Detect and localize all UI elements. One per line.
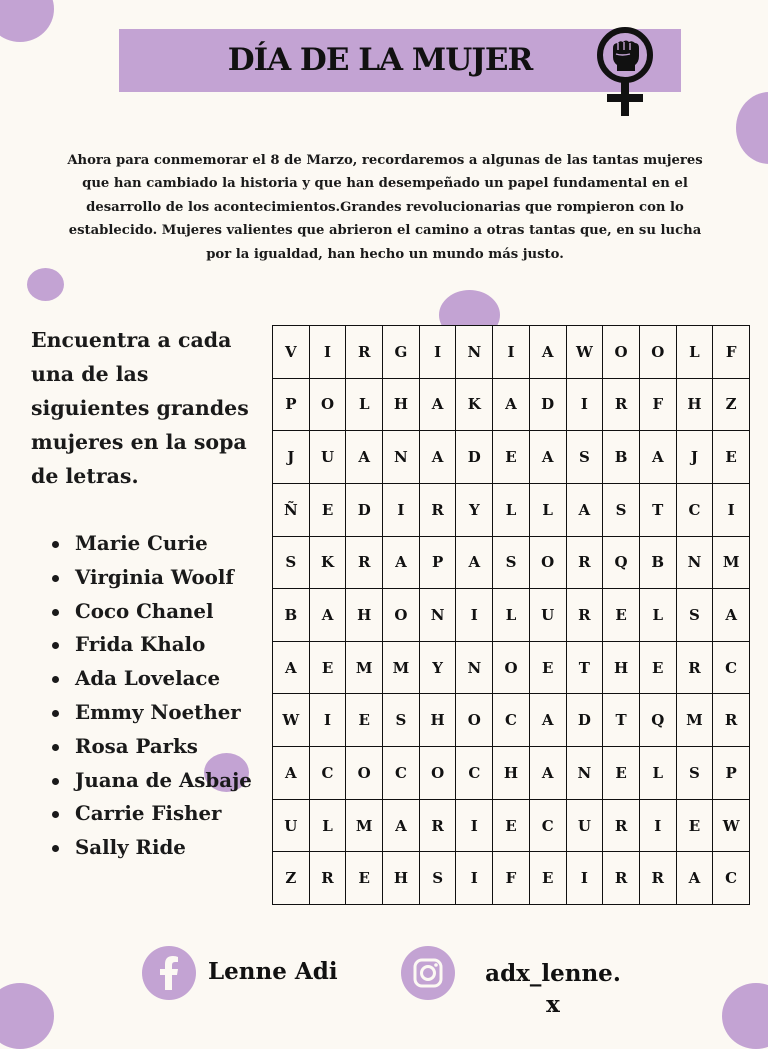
grid-cell[interactable]: A bbox=[383, 800, 420, 853]
grid-cell[interactable]: V bbox=[273, 326, 310, 379]
decorative-blob-left bbox=[27, 268, 64, 301]
grid-cell[interactable]: I bbox=[456, 800, 493, 853]
grid-cell[interactable]: Z bbox=[273, 852, 310, 905]
grid-cell[interactable]: S bbox=[567, 431, 604, 484]
grid-cell[interactable]: E bbox=[603, 589, 640, 642]
grid-cell[interactable]: H bbox=[383, 379, 420, 432]
grid-cell[interactable]: Z bbox=[713, 379, 750, 432]
grid-cell[interactable]: E bbox=[346, 852, 383, 905]
grid-cell[interactable]: S bbox=[603, 484, 640, 537]
instagram-handle: adx_lenne. x bbox=[485, 960, 621, 1018]
intro-paragraph: Ahora para conmemorar el 8 de Marzo, recordaremos a algunas de las tantas mujeres que han cambiado la historia y que han desempeñado un papel fundamental en el desarrollo de los acontecimientos.Grandes revolucionarias que rompieron con lo establecido. Mujeres valientes que abrieron el camino a otras tantas que, en su lucha por la igualdad, han hecho un mundo más justo. bbox=[67, 153, 703, 262]
bullet-icon bbox=[52, 609, 59, 616]
grid-cell[interactable]: R bbox=[346, 326, 383, 379]
grid-cell[interactable]: M bbox=[346, 642, 383, 695]
grid-cell[interactable]: B bbox=[603, 431, 640, 484]
list-item-label: Ada Lovelace bbox=[75, 666, 221, 691]
grid-cell[interactable]: S bbox=[493, 537, 530, 590]
list-item bbox=[31, 730, 271, 764]
grid-cell[interactable]: O bbox=[383, 589, 420, 642]
grid-cell[interactable]: S bbox=[383, 694, 420, 747]
grid-cell[interactable]: A bbox=[530, 431, 567, 484]
list-item bbox=[31, 595, 271, 629]
grid-cell[interactable]: H bbox=[493, 747, 530, 800]
decorative-blob-bottom-right bbox=[722, 983, 768, 1049]
facebook-button[interactable] bbox=[142, 946, 196, 1000]
grid-cell[interactable]: C bbox=[713, 642, 750, 695]
grid-cell[interactable]: N bbox=[456, 642, 493, 695]
grid-cell[interactable]: I bbox=[567, 852, 604, 905]
bullet-icon bbox=[52, 778, 59, 785]
list-item bbox=[31, 628, 271, 662]
grid-cell[interactable]: K bbox=[456, 379, 493, 432]
list-item-label: Rosa Parks bbox=[75, 733, 198, 758]
grid-cell[interactable]: C bbox=[677, 484, 714, 537]
list-item-label: Emmy Noether bbox=[75, 699, 241, 724]
grid-cell[interactable]: C bbox=[383, 747, 420, 800]
grid-cell[interactable]: D bbox=[346, 484, 383, 537]
grid-cell[interactable]: H bbox=[677, 379, 714, 432]
grid-cell[interactable]: I bbox=[420, 326, 457, 379]
grid-cell[interactable]: O bbox=[456, 694, 493, 747]
feminist-fist-icon bbox=[596, 26, 654, 118]
grid-cell[interactable]: R bbox=[567, 537, 604, 590]
grid-cell[interactable]: T bbox=[603, 694, 640, 747]
grid-cell[interactable]: I bbox=[640, 800, 677, 853]
grid-cell[interactable]: A bbox=[420, 431, 457, 484]
grid-cell[interactable]: C bbox=[713, 852, 750, 905]
grid-cell[interactable]: R bbox=[567, 589, 604, 642]
grid-cell[interactable]: M bbox=[677, 694, 714, 747]
grid-cell[interactable]: P bbox=[273, 379, 310, 432]
grid-cell[interactable]: I bbox=[456, 589, 493, 642]
grid-cell[interactable]: F bbox=[493, 852, 530, 905]
grid-cell[interactable]: W bbox=[567, 326, 604, 379]
decorative-blob-bottom-left bbox=[0, 983, 54, 1049]
grid-cell[interactable]: A bbox=[713, 589, 750, 642]
grid-cell[interactable]: S bbox=[677, 589, 714, 642]
grid-cell[interactable]: P bbox=[713, 747, 750, 800]
grid-cell[interactable]: T bbox=[567, 642, 604, 695]
grid-cell[interactable]: Q bbox=[603, 537, 640, 590]
grid-cell[interactable]: L bbox=[493, 484, 530, 537]
grid-cell[interactable]: A bbox=[346, 431, 383, 484]
list-item bbox=[31, 797, 271, 831]
grid-cell[interactable]: L bbox=[310, 800, 347, 853]
grid-cell[interactable]: W bbox=[273, 694, 310, 747]
grid-cell[interactable]: E bbox=[310, 642, 347, 695]
bullet-icon bbox=[52, 744, 59, 751]
grid-cell[interactable]: R bbox=[677, 642, 714, 695]
bullet-icon bbox=[52, 676, 59, 683]
facebook-icon bbox=[142, 946, 196, 1000]
grid-cell[interactable]: O bbox=[640, 326, 677, 379]
grid-cell[interactable]: L bbox=[640, 589, 677, 642]
grid-cell[interactable]: K bbox=[310, 537, 347, 590]
grid-cell[interactable]: A bbox=[530, 694, 567, 747]
grid-cell[interactable]: G bbox=[383, 326, 420, 379]
grid-cell[interactable]: H bbox=[346, 589, 383, 642]
grid-cell[interactable]: S bbox=[273, 537, 310, 590]
grid-cell[interactable]: R bbox=[603, 800, 640, 853]
grid-cell[interactable]: A bbox=[567, 484, 604, 537]
grid-cell[interactable]: E bbox=[493, 431, 530, 484]
grid-cell[interactable]: O bbox=[420, 747, 457, 800]
list-item-label: Juana de Asbaje bbox=[75, 767, 252, 792]
list-item bbox=[31, 527, 271, 561]
grid-cell[interactable]: N bbox=[567, 747, 604, 800]
grid-cell[interactable]: A bbox=[310, 589, 347, 642]
decorative-blob-top-left bbox=[0, 0, 54, 42]
grid-cell[interactable]: H bbox=[603, 642, 640, 695]
word-search-grid bbox=[272, 325, 750, 905]
grid-cell[interactable]: C bbox=[530, 800, 567, 853]
grid-cell[interactable]: I bbox=[567, 379, 604, 432]
bullet-icon bbox=[52, 710, 59, 717]
grid-cell[interactable]: O bbox=[346, 747, 383, 800]
grid-cell[interactable]: Y bbox=[420, 642, 457, 695]
grid-cell[interactable]: L bbox=[530, 484, 567, 537]
grid-cell[interactable]: E bbox=[310, 484, 347, 537]
grid-cell[interactable]: L bbox=[493, 589, 530, 642]
grid-cell[interactable]: Y bbox=[456, 484, 493, 537]
grid-cell[interactable]: A bbox=[273, 747, 310, 800]
grid-cell[interactable]: D bbox=[530, 379, 567, 432]
grid-cell[interactable]: W bbox=[713, 800, 750, 853]
grid-cell[interactable]: N bbox=[677, 537, 714, 590]
grid-cell[interactable]: A bbox=[493, 379, 530, 432]
grid-cell[interactable]: I bbox=[713, 484, 750, 537]
grid-cell[interactable]: B bbox=[273, 589, 310, 642]
grid-cell[interactable]: N bbox=[420, 589, 457, 642]
list-item bbox=[31, 662, 271, 696]
grid-cell[interactable]: H bbox=[420, 694, 457, 747]
page-title: DÍA DE LA MUJER bbox=[227, 42, 533, 78]
grid-cell[interactable]: A bbox=[456, 537, 493, 590]
grid-cell[interactable]: U bbox=[310, 431, 347, 484]
grid-cell[interactable]: R bbox=[640, 852, 677, 905]
grid-cell[interactable]: J bbox=[677, 431, 714, 484]
grid-cell[interactable]: Q bbox=[640, 694, 677, 747]
grid-cell[interactable]: S bbox=[677, 747, 714, 800]
grid-cell[interactable]: D bbox=[456, 431, 493, 484]
grid-cell[interactable]: F bbox=[640, 379, 677, 432]
grid-cell[interactable]: H bbox=[383, 852, 420, 905]
list-item-label: Carrie Fisher bbox=[75, 801, 222, 826]
grid-cell[interactable]: R bbox=[420, 800, 457, 853]
grid-cell[interactable]: C bbox=[310, 747, 347, 800]
bullet-icon bbox=[52, 811, 59, 818]
grid-cell[interactable]: J bbox=[273, 431, 310, 484]
grid-cell[interactable]: A bbox=[383, 537, 420, 590]
grid-cell[interactable]: M bbox=[346, 800, 383, 853]
grid-cell[interactable]: I bbox=[310, 694, 347, 747]
grid-cell[interactable]: A bbox=[273, 642, 310, 695]
instructions-text: Encuentra a cada una de las siguientes grandes mujeres en la sopa de letras. bbox=[31, 328, 249, 488]
grid-cell[interactable]: O bbox=[530, 537, 567, 590]
grid-cell[interactable]: R bbox=[420, 484, 457, 537]
bullet-icon bbox=[52, 845, 59, 852]
grid-cell[interactable]: R bbox=[346, 537, 383, 590]
list-item-label: Coco Chanel bbox=[75, 598, 214, 623]
grid-cell[interactable]: N bbox=[383, 431, 420, 484]
grid-cell[interactable]: C bbox=[456, 747, 493, 800]
grid-cell[interactable]: D bbox=[567, 694, 604, 747]
grid-cell[interactable]: U bbox=[273, 800, 310, 853]
grid-cell[interactable]: E bbox=[677, 800, 714, 853]
grid-cell[interactable]: R bbox=[603, 852, 640, 905]
facebook-handle: Lenne Adi bbox=[208, 958, 338, 985]
bullet-icon bbox=[52, 642, 59, 649]
grid-cell[interactable]: I bbox=[310, 326, 347, 379]
grid-cell[interactable]: A bbox=[530, 747, 567, 800]
grid-cell[interactable]: E bbox=[713, 431, 750, 484]
bullet-icon bbox=[52, 541, 59, 548]
grid-cell[interactable]: O bbox=[493, 642, 530, 695]
grid-cell[interactable]: E bbox=[493, 800, 530, 853]
names-list bbox=[31, 527, 271, 865]
grid-cell[interactable]: O bbox=[310, 379, 347, 432]
list-item bbox=[31, 764, 271, 798]
grid-cell[interactable]: E bbox=[530, 642, 567, 695]
list-item bbox=[31, 561, 271, 595]
grid-cell[interactable]: L bbox=[640, 747, 677, 800]
grid-cell[interactable]: S bbox=[420, 852, 457, 905]
decorative-blob-right bbox=[736, 92, 768, 164]
grid-cell[interactable]: A bbox=[677, 852, 714, 905]
grid-cell[interactable]: R bbox=[310, 852, 347, 905]
list-item-label: Frida Khalo bbox=[75, 632, 206, 657]
list-item bbox=[31, 696, 271, 730]
list-item-label: Virginia Woolf bbox=[75, 564, 234, 589]
grid-cell[interactable]: A bbox=[420, 379, 457, 432]
grid-cell[interactable]: T bbox=[640, 484, 677, 537]
instagram-button[interactable] bbox=[401, 946, 455, 1000]
grid-cell[interactable]: U bbox=[567, 800, 604, 853]
instagram-icon bbox=[401, 946, 455, 1000]
grid-cell[interactable]: A bbox=[530, 326, 567, 379]
grid-cell[interactable]: U bbox=[530, 589, 567, 642]
grid-cell[interactable]: O bbox=[603, 326, 640, 379]
grid-cell[interactable]: R bbox=[603, 379, 640, 432]
grid-cell[interactable]: M bbox=[383, 642, 420, 695]
grid-cell[interactable]: P bbox=[420, 537, 457, 590]
bullet-icon bbox=[52, 575, 59, 582]
grid-cell[interactable]: E bbox=[530, 852, 567, 905]
list-item-label: Marie Curie bbox=[75, 531, 208, 555]
grid-cell[interactable]: F bbox=[713, 326, 750, 379]
grid-cell[interactable]: I bbox=[456, 852, 493, 905]
grid-cell[interactable]: M bbox=[713, 537, 750, 590]
grid-cell[interactable]: E bbox=[346, 694, 383, 747]
grid-cell[interactable]: C bbox=[493, 694, 530, 747]
grid-cell[interactable]: L bbox=[346, 379, 383, 432]
list-item bbox=[31, 831, 271, 865]
list-item-label: Sally Ride bbox=[75, 835, 186, 860]
grid-cell[interactable]: I bbox=[493, 326, 530, 379]
grid-cell[interactable]: N bbox=[456, 326, 493, 379]
grid-cell[interactable]: Ñ bbox=[273, 484, 310, 537]
grid-cell[interactable]: A bbox=[640, 431, 677, 484]
grid-cell[interactable]: I bbox=[383, 484, 420, 537]
grid-cell[interactable]: L bbox=[677, 326, 714, 379]
grid-cell[interactable]: E bbox=[640, 642, 677, 695]
grid-cell[interactable]: B bbox=[640, 537, 677, 590]
grid-cell[interactable]: E bbox=[603, 747, 640, 800]
grid-cell[interactable]: R bbox=[713, 694, 750, 747]
